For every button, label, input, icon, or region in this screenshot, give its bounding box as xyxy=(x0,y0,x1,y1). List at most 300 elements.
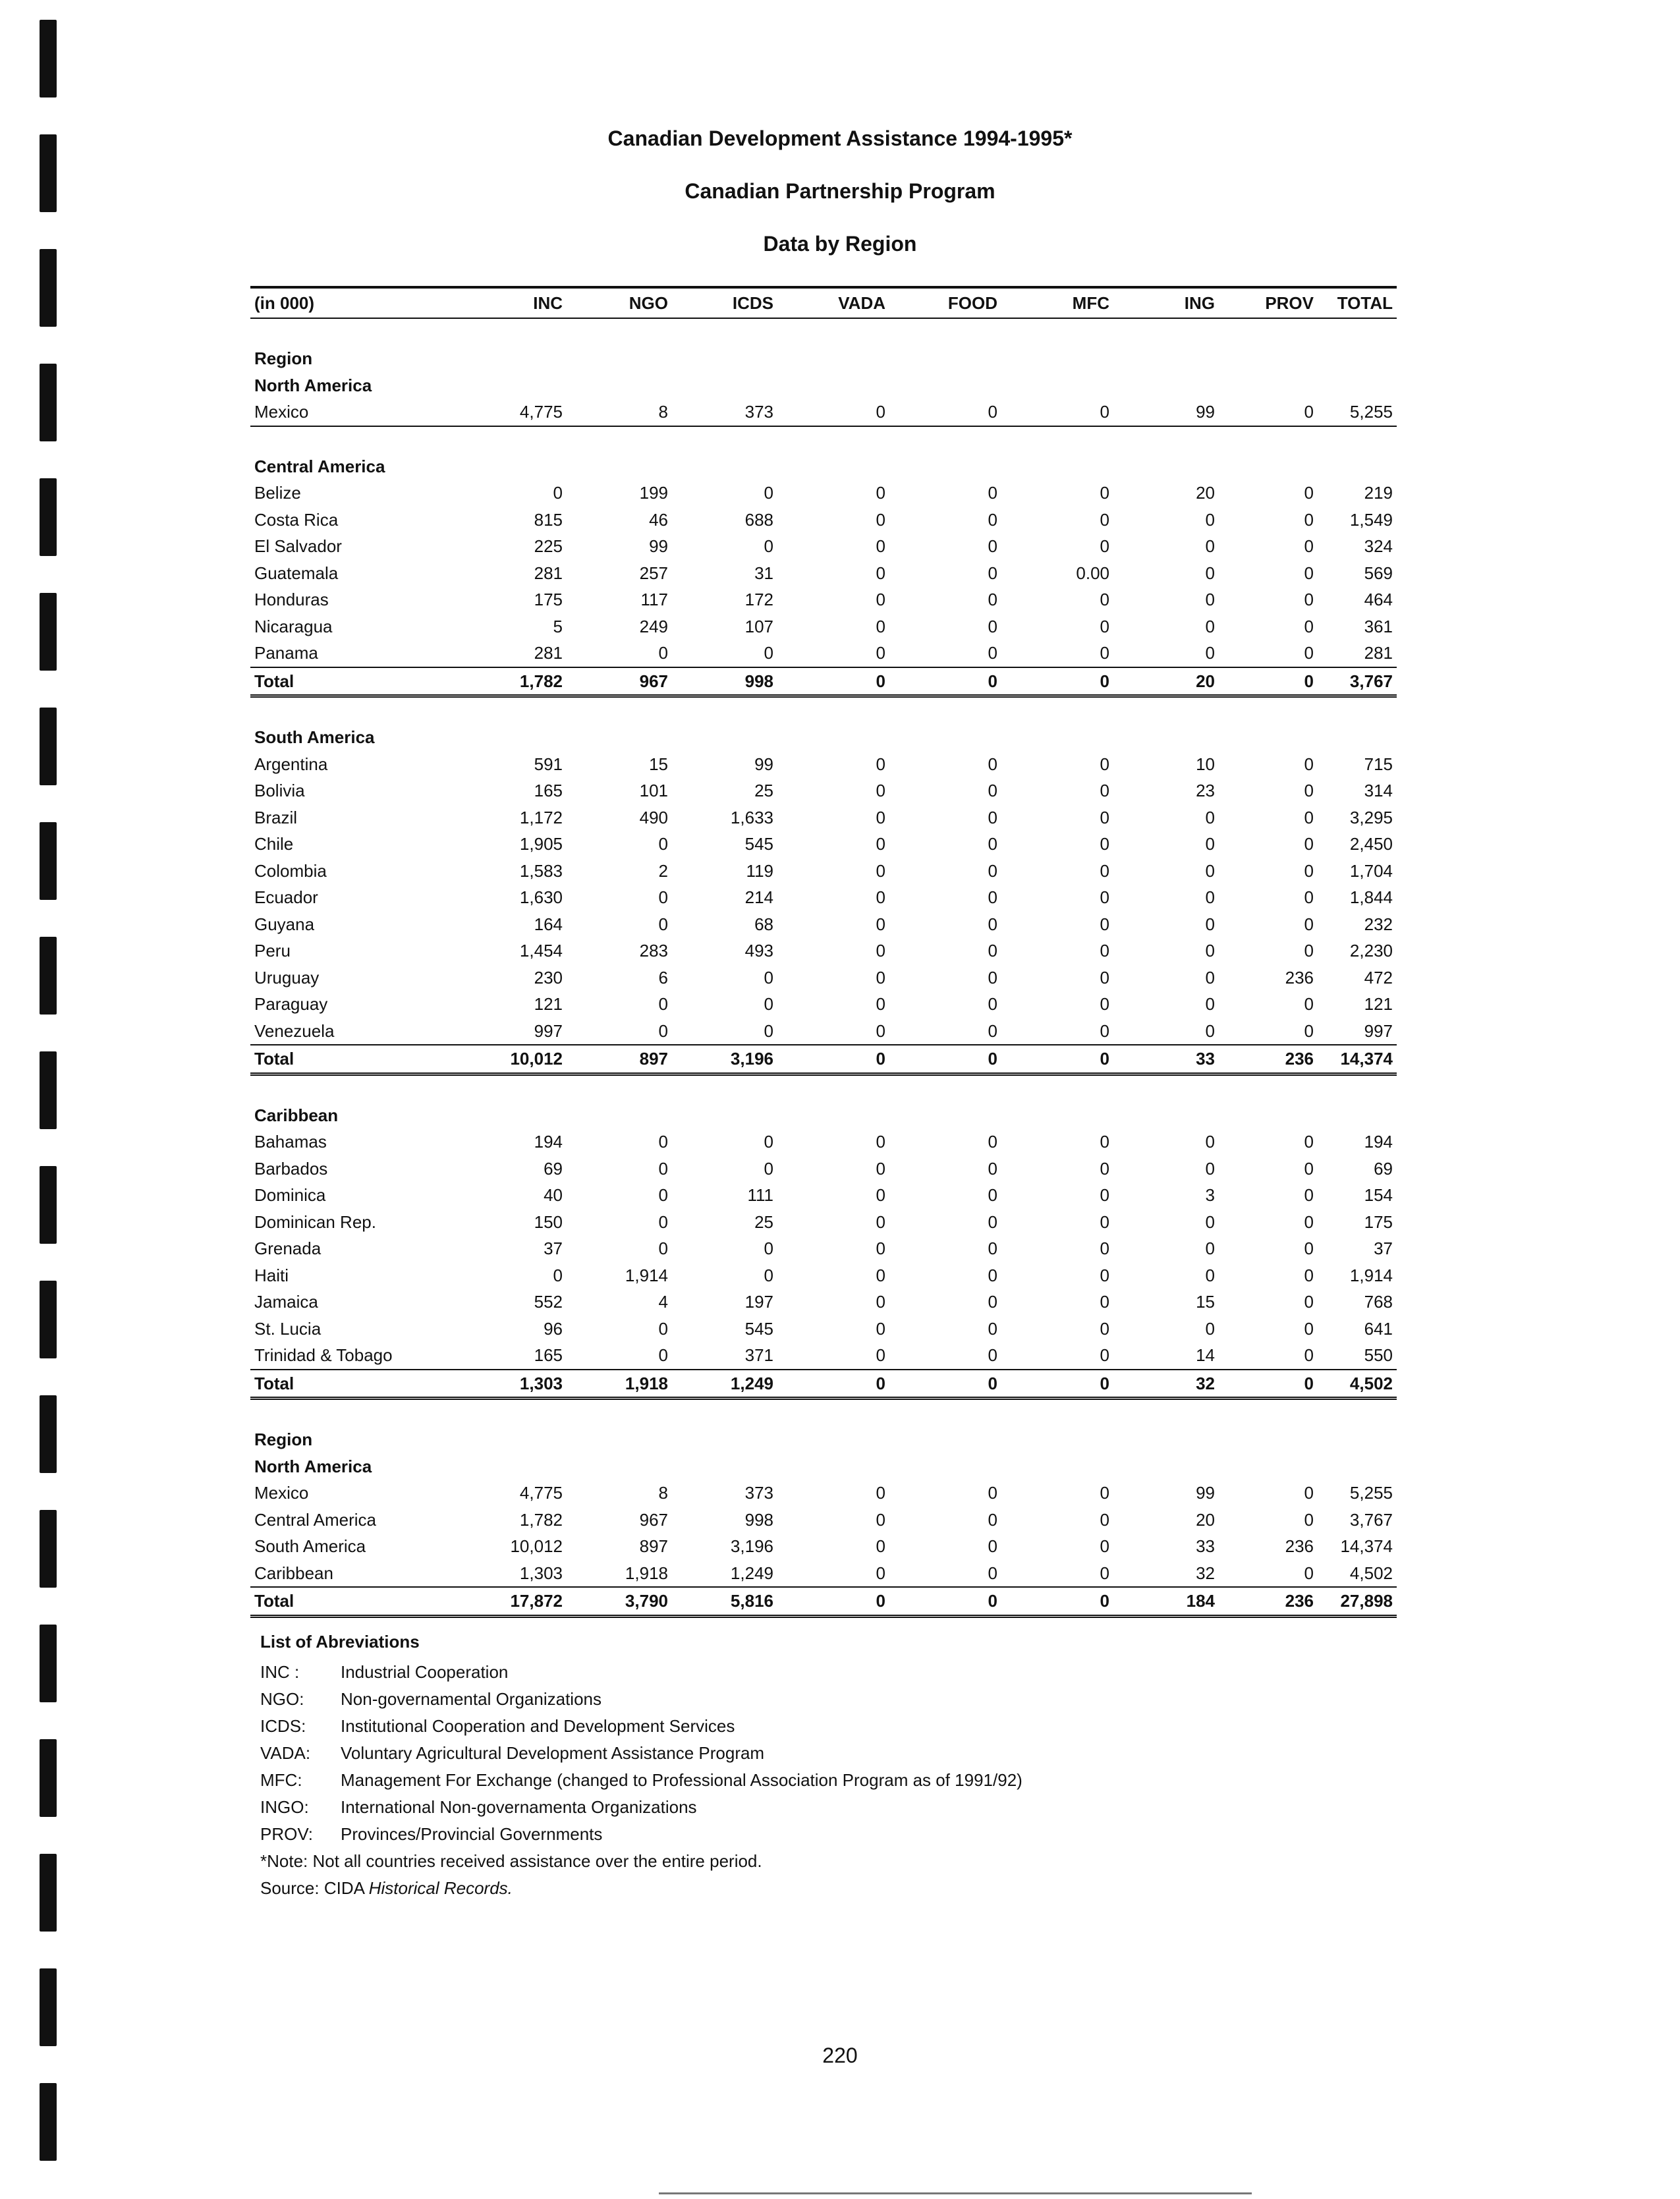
cell-value: 0 xyxy=(764,1265,773,1285)
cell-value: 0 xyxy=(988,1265,997,1285)
cell-value: 0 xyxy=(1205,590,1215,610)
table-row xyxy=(250,1182,1397,1209)
cell-value: 0 xyxy=(1100,1132,1109,1152)
cell-value: 0 xyxy=(1100,781,1109,801)
abbreviation-code: ICDS: xyxy=(260,1716,306,1736)
source-prefix: Source: CIDA xyxy=(260,1878,369,1898)
cell-value: 0 xyxy=(1100,509,1109,530)
cell-value: 545 xyxy=(744,1318,773,1339)
cell-value: 4,775 xyxy=(519,1483,563,1503)
cell-value: 0 xyxy=(889,1370,1001,1399)
cell-value: 96 xyxy=(544,1318,563,1339)
cell-value: 8 xyxy=(658,1483,668,1503)
cell-value: 3,767 xyxy=(1318,667,1397,696)
row-label: St. Lucia xyxy=(254,1318,322,1339)
cell-value: 27,898 xyxy=(1318,1587,1397,1616)
row-label: Chile xyxy=(254,834,294,854)
column-header: PROV xyxy=(1219,287,1318,318)
row-label: Bolivia xyxy=(254,781,305,801)
cell-value: 0 xyxy=(1100,536,1109,557)
cell-value: 0 xyxy=(1100,1185,1109,1206)
cell-value: 0 xyxy=(1304,616,1314,636)
cell-value: 0 xyxy=(658,1239,668,1259)
table-row xyxy=(250,991,1397,1018)
cell-value: 0 xyxy=(1100,1318,1109,1339)
abbreviation-text: Management For Exchange (changed to Professional Association Program as of 1991/92) xyxy=(341,1770,1022,1790)
cell-value: 15 xyxy=(649,754,668,774)
cell-value: 0 xyxy=(1304,1318,1314,1339)
cell-value: 0 xyxy=(1205,887,1215,908)
cell-value: 2,450 xyxy=(1349,834,1393,854)
cell-value: 967 xyxy=(639,1509,668,1530)
cell-value: 10,012 xyxy=(510,1536,563,1557)
cell-value: 1,303 xyxy=(474,1370,567,1399)
cell-value: 0 xyxy=(1304,1265,1314,1285)
cell-value: 0 xyxy=(876,1211,885,1232)
row-label: Mexico xyxy=(254,1483,309,1503)
cell-value: 490 xyxy=(639,807,668,827)
cell-value: 0 xyxy=(1304,1239,1314,1259)
column-header: ICDS xyxy=(672,287,777,318)
row-label: El Salvador xyxy=(254,536,342,557)
cell-value: 0 xyxy=(1304,1483,1314,1503)
cell-value: 1,914 xyxy=(1349,1265,1393,1285)
cell-value: 0 xyxy=(1100,1509,1109,1530)
row-label: Guyana xyxy=(254,914,315,934)
cell-value: 0 xyxy=(988,1509,997,1530)
table-row xyxy=(250,964,1397,991)
cell-value: 0 xyxy=(988,887,997,908)
cell-value: 0 xyxy=(1205,834,1215,854)
cell-value: 4,502 xyxy=(1318,1370,1397,1399)
cell-value: 249 xyxy=(639,616,668,636)
cell-value: 0 xyxy=(988,590,997,610)
cell-value: 0 xyxy=(1001,667,1113,696)
cell-value: 0 xyxy=(1205,860,1215,881)
cell-value: 0 xyxy=(876,887,885,908)
section-label-row xyxy=(250,453,1397,480)
cell-value: 0 xyxy=(658,1185,668,1206)
cell-value: 1,249 xyxy=(672,1370,777,1399)
row-label: Uruguay xyxy=(254,967,320,988)
row-label: Guatemala xyxy=(254,563,339,583)
table-row xyxy=(250,586,1397,613)
cell-value: 0 xyxy=(764,1158,773,1179)
abbreviation-item xyxy=(260,1713,1022,1740)
cell-value: 0 xyxy=(1113,1018,1219,1045)
cell-value: 14 xyxy=(1113,1342,1219,1370)
cell-value: 1,914 xyxy=(625,1265,668,1285)
cell-value: 371 xyxy=(672,1342,777,1370)
cell-value: 199 xyxy=(639,483,668,503)
cell-value: 5,816 xyxy=(672,1587,777,1616)
row-label: Belize xyxy=(254,483,301,503)
cell-value: 0 xyxy=(988,616,997,636)
row-label: Total xyxy=(250,1370,474,1399)
cell-value: 0 xyxy=(876,754,885,774)
document-title: Canadian Development Assistance 1994-1995* xyxy=(607,126,1073,150)
cell-value: 0 xyxy=(1100,1536,1109,1557)
cell-value: 164 xyxy=(534,914,563,934)
table-row xyxy=(250,1289,1397,1316)
cell-value: 32 xyxy=(1113,1560,1219,1588)
cell-value: 0 xyxy=(876,483,885,503)
cell-value: 1,549 xyxy=(1349,509,1393,530)
table-header-row xyxy=(250,287,1397,318)
cell-value: 0 xyxy=(876,1185,885,1206)
cell-value: 0 xyxy=(658,1318,668,1339)
cell-value: 324 xyxy=(1364,536,1393,557)
cell-value: 236 xyxy=(1285,967,1314,988)
abbreviation-code: NGO: xyxy=(260,1689,304,1709)
source-line xyxy=(260,1875,1022,1902)
cell-value: 17,872 xyxy=(474,1587,567,1616)
table-row xyxy=(250,507,1397,534)
cell-value: 25 xyxy=(754,781,773,801)
cell-value: 1,782 xyxy=(474,667,567,696)
cell-value: 0 xyxy=(876,807,885,827)
cell-value: 0 xyxy=(1100,994,1109,1015)
cell-value: 33 xyxy=(1113,1045,1219,1074)
cell-value: 0 xyxy=(1219,1018,1318,1045)
cell-value: 0 xyxy=(1001,1018,1113,1045)
table-row xyxy=(250,1316,1397,1343)
column-header: TOTAL xyxy=(1318,287,1397,318)
cell-value: 46 xyxy=(649,509,668,530)
section-label: Central America xyxy=(254,456,385,476)
cell-value: 0 xyxy=(876,563,885,583)
cell-value: 4,502 xyxy=(1318,1560,1397,1588)
cell-value: 69 xyxy=(544,1158,563,1179)
cell-value: 99 xyxy=(649,536,668,557)
abbreviation-item xyxy=(260,1821,1022,1848)
abbreviation-text: Provinces/Provincial Governments xyxy=(341,1824,603,1844)
table-row xyxy=(250,399,1397,426)
total-row xyxy=(250,667,1397,696)
cell-value: 0 xyxy=(1219,640,1318,667)
cell-value: 0 xyxy=(1100,1239,1109,1259)
row-label: South America xyxy=(254,1536,366,1557)
cell-value: 1,172 xyxy=(519,807,563,827)
cell-value: 20 xyxy=(1113,667,1219,696)
table-row xyxy=(250,1235,1397,1262)
cell-value: 68 xyxy=(754,914,773,934)
column-header: ING xyxy=(1113,287,1219,318)
cell-value: 20 xyxy=(1196,1509,1215,1530)
cell-value: 768 xyxy=(1364,1292,1393,1312)
cell-value: 0 xyxy=(777,1560,889,1588)
cell-value: 5,255 xyxy=(1349,1483,1393,1503)
cell-value: 99 xyxy=(1113,399,1219,426)
document-subtitle-2: Data by Region xyxy=(763,232,917,256)
cell-value: 1,704 xyxy=(1349,860,1393,881)
cell-value: 0 xyxy=(876,509,885,530)
cell-value: 0 xyxy=(658,914,668,934)
cell-value: 117 xyxy=(640,590,668,610)
total-row xyxy=(250,1587,1397,1616)
cell-value: 3,295 xyxy=(1349,807,1393,827)
spacer-row xyxy=(250,1399,1397,1427)
table-row xyxy=(250,937,1397,964)
cell-value: 3 xyxy=(1205,1185,1215,1206)
cell-value: 175 xyxy=(1364,1211,1393,1232)
cell-value: 464 xyxy=(1364,590,1393,610)
cell-value: 0 xyxy=(1100,860,1109,881)
cell-value: 283 xyxy=(639,941,668,961)
cell-value: 0 xyxy=(1205,563,1215,583)
cell-value: 236 xyxy=(1219,1045,1318,1074)
cell-value: 0 xyxy=(1304,914,1314,934)
cell-value: 0 xyxy=(876,1132,885,1152)
abbreviation-code: VADA: xyxy=(260,1743,311,1763)
cell-value: 23 xyxy=(1196,781,1215,801)
cell-value: 2,230 xyxy=(1349,941,1393,961)
cell-value: 0 xyxy=(1205,1239,1215,1259)
cell-value: 0 xyxy=(988,994,997,1015)
cell-value: 3,767 xyxy=(1349,1509,1393,1530)
spacer-row xyxy=(250,426,1397,453)
table-row xyxy=(250,533,1397,560)
row-label: Total xyxy=(250,1045,474,1074)
cell-value: 0 xyxy=(1304,860,1314,881)
cell-value: 897 xyxy=(567,1045,672,1074)
table-row xyxy=(250,1533,1397,1560)
cell-value: 111 xyxy=(747,1185,773,1206)
cell-value: 99 xyxy=(1196,1483,1215,1503)
cell-value: 257 xyxy=(639,563,668,583)
binder-holes xyxy=(40,20,59,2198)
abbreviation-text: Institutional Cooperation and Development Services xyxy=(341,1716,735,1736)
cell-value: 37 xyxy=(544,1239,563,1259)
cell-value: 0 xyxy=(988,536,997,557)
cell-value: 0 xyxy=(658,994,668,1015)
abbreviations-title: List of Abreviations xyxy=(260,1632,420,1652)
table-row xyxy=(250,1209,1397,1236)
cell-value: 0 xyxy=(988,483,997,503)
cell-value: 0 xyxy=(1219,1342,1318,1370)
table-row xyxy=(250,751,1397,778)
cell-value: 0 xyxy=(1205,509,1215,530)
document-subtitle: Canadian Partnership Program xyxy=(685,179,995,203)
section-label-row xyxy=(250,345,1397,372)
cell-value: 4 xyxy=(658,1292,668,1312)
cell-value: 225 xyxy=(534,536,563,557)
table-row xyxy=(250,884,1397,911)
cell-value: 0 xyxy=(988,1185,997,1206)
cell-value: 0 xyxy=(1001,399,1113,426)
section-label: Region xyxy=(254,1430,313,1450)
cell-value: 998 xyxy=(744,1509,773,1530)
cell-value: 0 xyxy=(988,834,997,854)
cell-value: 214 xyxy=(744,887,773,908)
cell-value: 0 xyxy=(876,967,885,988)
scan-edge-line xyxy=(659,2192,1252,2194)
cell-value: 0 xyxy=(1100,887,1109,908)
cell-value: 0 xyxy=(764,483,773,503)
spacer-cell xyxy=(250,318,1397,345)
cell-value: 150 xyxy=(534,1211,563,1232)
cell-value: 1,633 xyxy=(730,807,773,827)
cell-value: 0 xyxy=(1205,616,1215,636)
cell-value: 0 xyxy=(1205,1318,1215,1339)
cell-value: 0 xyxy=(988,563,997,583)
cell-value: 0 xyxy=(1304,887,1314,908)
abbreviation-text: Non-governamental Organizations xyxy=(341,1689,602,1709)
cell-value: 281 xyxy=(474,640,567,667)
cell-value: 0 xyxy=(889,399,1001,426)
cell-value: 3,196 xyxy=(730,1536,773,1557)
cell-value: 0 xyxy=(1219,1370,1318,1399)
spacer-cell xyxy=(250,1399,1397,1427)
footnote: *Note: Not all countries received assistance over the entire period. xyxy=(260,1851,762,1871)
cell-value: 0 xyxy=(1304,1509,1314,1530)
cell-value: 0 xyxy=(988,1536,997,1557)
table-row xyxy=(250,480,1397,507)
cell-value: 0 xyxy=(658,1132,668,1152)
table-row xyxy=(250,613,1397,640)
cell-value: 0 xyxy=(1304,994,1314,1015)
cell-value: 154 xyxy=(1364,1185,1393,1206)
cell-value: 121 xyxy=(534,994,563,1015)
cell-value: 0 xyxy=(988,1158,997,1179)
cell-value: 10 xyxy=(1196,754,1215,774)
cell-value: 897 xyxy=(639,1536,668,1557)
cell-value: 0 xyxy=(1304,483,1314,503)
cell-value: 1,583 xyxy=(519,860,563,881)
row-label: Barbados xyxy=(254,1158,328,1179)
abbreviation-code: MFC: xyxy=(260,1770,302,1790)
row-label: Panama xyxy=(250,640,474,667)
cell-value: 0 xyxy=(889,1342,1001,1370)
cell-value: 0 xyxy=(777,399,889,426)
section-label-row xyxy=(250,724,1397,751)
assistance-table xyxy=(250,286,1397,1618)
row-label: Dominica xyxy=(254,1185,326,1206)
cell-value: 0 xyxy=(658,1158,668,1179)
cell-value: 69 xyxy=(1374,1158,1393,1179)
abbreviation-item xyxy=(260,1659,1022,1686)
cell-value: 20 xyxy=(1196,483,1215,503)
table-row xyxy=(250,1342,1397,1370)
cell-value: 0 xyxy=(1205,807,1215,827)
cell-value: 0 xyxy=(988,509,997,530)
cell-value: 15 xyxy=(1196,1292,1215,1312)
cell-value: 0 xyxy=(876,1483,885,1503)
row-label: Total xyxy=(250,1587,474,1616)
cell-value: 373 xyxy=(744,1483,773,1503)
cell-value: 0 xyxy=(1304,509,1314,530)
cell-value: 0 xyxy=(1100,483,1109,503)
cell-value: 0 xyxy=(764,1239,773,1259)
cell-value: 545 xyxy=(744,834,773,854)
cell-value: 25 xyxy=(754,1211,773,1232)
cell-value: 0 xyxy=(1100,967,1109,988)
abbreviation-item xyxy=(260,1740,1022,1767)
cell-value: 101 xyxy=(639,781,668,801)
abbreviations-list xyxy=(260,1628,1022,1902)
cell-value: 194 xyxy=(534,1132,563,1152)
row-label: Ecuador xyxy=(254,887,318,908)
cell-value: 591 xyxy=(534,754,563,774)
cell-value: 314 xyxy=(1364,781,1393,801)
cell-value: 1,249 xyxy=(672,1560,777,1588)
cell-value: 0 xyxy=(1304,563,1314,583)
cell-value: 997 xyxy=(1318,1018,1397,1045)
cell-value: 14,374 xyxy=(1318,1045,1397,1074)
cell-value: 0 xyxy=(1304,834,1314,854)
cell-value: 0 xyxy=(553,483,563,503)
cell-value: 0 xyxy=(988,781,997,801)
row-label: Colombia xyxy=(254,860,327,881)
row-label: Haiti xyxy=(254,1265,289,1285)
source-title: Historical Records. xyxy=(368,1878,513,1898)
cell-value: 1,918 xyxy=(567,1560,672,1588)
cell-value: 569 xyxy=(1364,563,1393,583)
column-header: (in 000) xyxy=(250,287,474,318)
spacer-row xyxy=(250,318,1397,345)
cell-value: 0 xyxy=(988,1239,997,1259)
cell-value: 3,196 xyxy=(672,1045,777,1074)
cell-value: 0 xyxy=(777,1587,889,1616)
cell-value: 0 xyxy=(1304,754,1314,774)
cell-value: 0 xyxy=(1304,807,1314,827)
cell-value: 0 xyxy=(1304,1132,1314,1152)
cell-value: 0 xyxy=(1304,536,1314,557)
cell-value: 0 xyxy=(1100,807,1109,827)
cell-value: 0 xyxy=(988,807,997,827)
cell-value: 281 xyxy=(534,563,563,583)
cell-value: 40 xyxy=(544,1185,563,1206)
cell-value: 493 xyxy=(744,941,773,961)
cell-value: 8 xyxy=(567,399,672,426)
row-label: Nicaragua xyxy=(254,616,333,636)
cell-value: 0 xyxy=(1304,941,1314,961)
cell-value: 0 xyxy=(1205,1211,1215,1232)
cell-value: 197 xyxy=(744,1292,773,1312)
row-label: Mexico xyxy=(250,399,474,426)
column-header: INC xyxy=(474,287,567,318)
cell-value: 0 xyxy=(1100,590,1109,610)
cell-value: 0 xyxy=(988,941,997,961)
total-row xyxy=(250,1045,1397,1074)
cell-value: 99 xyxy=(754,754,773,774)
table-row xyxy=(250,640,1397,667)
cell-value: 0 xyxy=(876,860,885,881)
row-label: Peru xyxy=(254,941,291,961)
section-label-row xyxy=(250,1102,1397,1129)
spacer-row xyxy=(250,1074,1397,1102)
column-header: NGO xyxy=(567,287,672,318)
cell-value: 1,454 xyxy=(519,941,563,961)
cell-value: 0 xyxy=(1100,1292,1109,1312)
cell-value: 0 xyxy=(1304,781,1314,801)
cell-value: 0 xyxy=(1100,1211,1109,1232)
row-label: Paraguay xyxy=(254,994,328,1015)
cell-value: 0 xyxy=(988,967,997,988)
table-row xyxy=(250,804,1397,831)
cell-value: 0 xyxy=(1205,941,1215,961)
cell-value: 0 xyxy=(1001,1370,1113,1399)
cell-value: 33 xyxy=(1196,1536,1215,1557)
row-label: Venezuela xyxy=(250,1018,474,1045)
total-row xyxy=(250,1370,1397,1399)
cell-value: 0 xyxy=(988,860,997,881)
table-row xyxy=(250,1018,1397,1045)
table-row xyxy=(250,1480,1397,1507)
cell-value: 37 xyxy=(1374,1239,1393,1259)
cell-value: 0 xyxy=(567,1342,672,1370)
cell-value: 0 xyxy=(1219,1560,1318,1588)
